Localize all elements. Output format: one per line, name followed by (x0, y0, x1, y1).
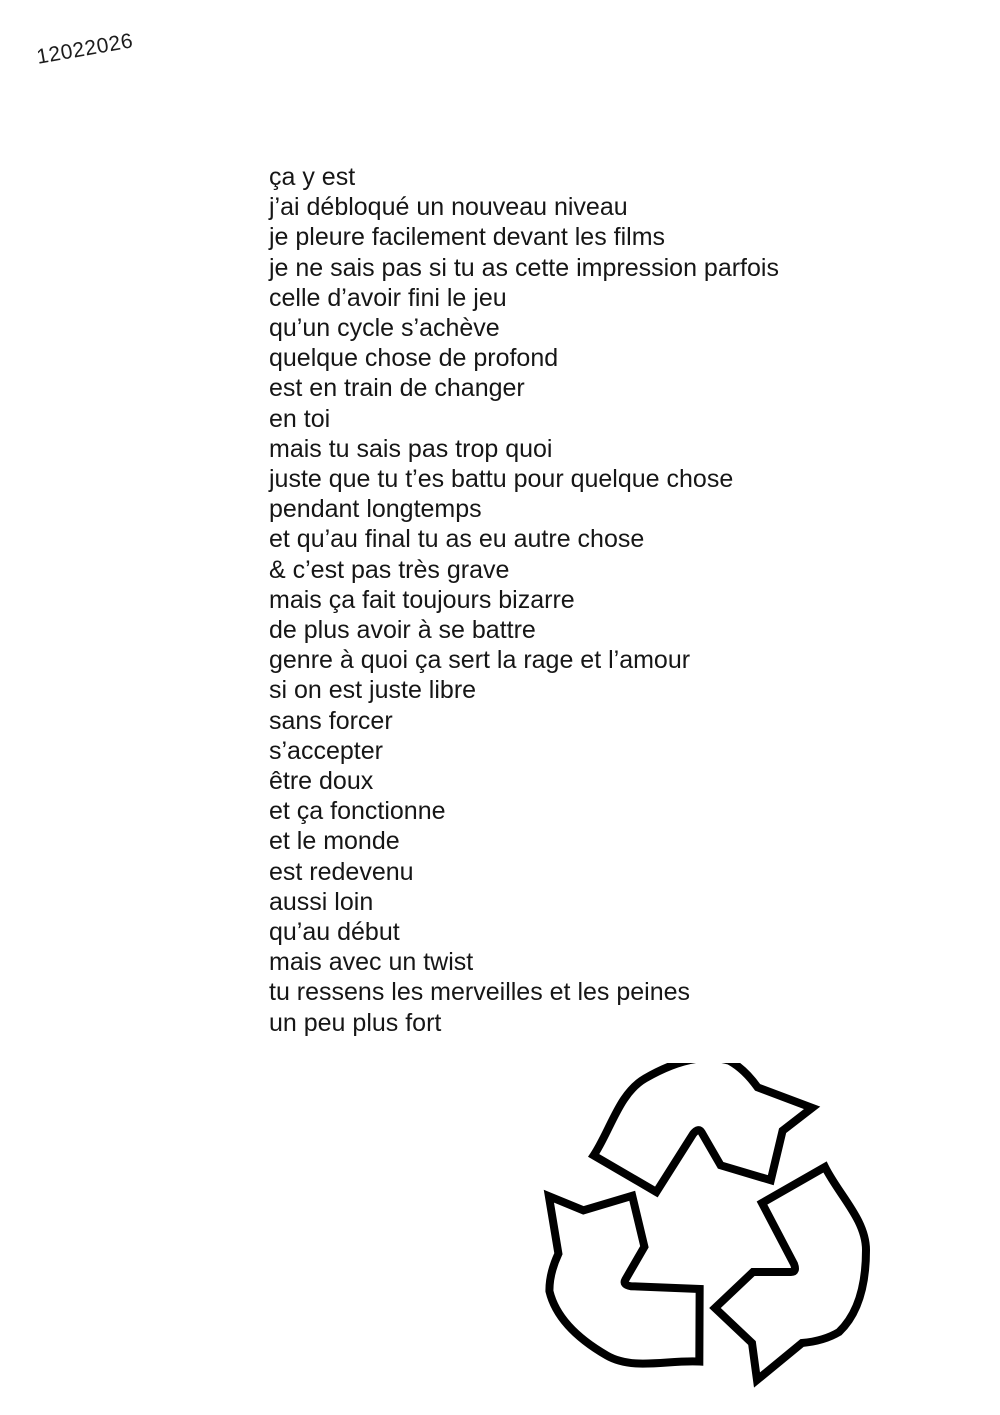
poem-line: qu’un cycle s’achève (269, 314, 500, 343)
poem-line: celle d’avoir fini le jeu (269, 283, 507, 312)
poem-line: quelque chose de profond (269, 344, 559, 373)
poem-line: et le monde (269, 827, 400, 856)
poem-line: et qu’au final tu as eu autre chose (269, 525, 645, 554)
poem-line: & c’est pas très grave (269, 555, 510, 584)
poem-line: s’accepter (269, 736, 383, 765)
poem-line: si on est juste libre (269, 676, 477, 705)
poem-line: aussi loin (269, 887, 374, 916)
recycle-icon (541, 1063, 871, 1393)
poem-line: je pleure facilement devant les films (269, 223, 666, 252)
poem-line: être doux (269, 767, 374, 796)
poem-line: est redevenu (269, 857, 414, 886)
poem-line: j’ai débloqué un nouveau niveau (269, 193, 628, 222)
poem-line: mais tu sais pas trop quoi (269, 434, 553, 463)
poem-line: un peu plus fort (269, 1008, 442, 1037)
poem-line: de plus avoir à se battre (269, 616, 536, 645)
poem-line: ça y est (269, 163, 356, 191)
poem-line: en toi (269, 404, 331, 433)
poem-line: genre à quoi ça sert la rage et l’amour (269, 646, 691, 675)
poem-line: qu’au début (269, 918, 400, 947)
poem-line: tu ressens les merveilles et les peines (269, 978, 691, 1007)
poem-line: est en train de changer (269, 374, 525, 403)
poem-line: mais ça fait toujours bizarre (269, 585, 575, 614)
poem-text (269, 162, 779, 1038)
poem-line: juste que tu t’es battu pour quelque chose (269, 465, 734, 494)
poem-line: et ça fonctionne (269, 797, 446, 826)
date-stamp: 12022026 (34, 29, 135, 69)
poem-line: je ne sais pas si tu as cette impression parfois (269, 253, 779, 282)
poem-line: pendant longtemps (269, 495, 482, 524)
poem-line: mais avec un twist (269, 948, 474, 977)
poem-line: sans forcer (269, 706, 393, 735)
